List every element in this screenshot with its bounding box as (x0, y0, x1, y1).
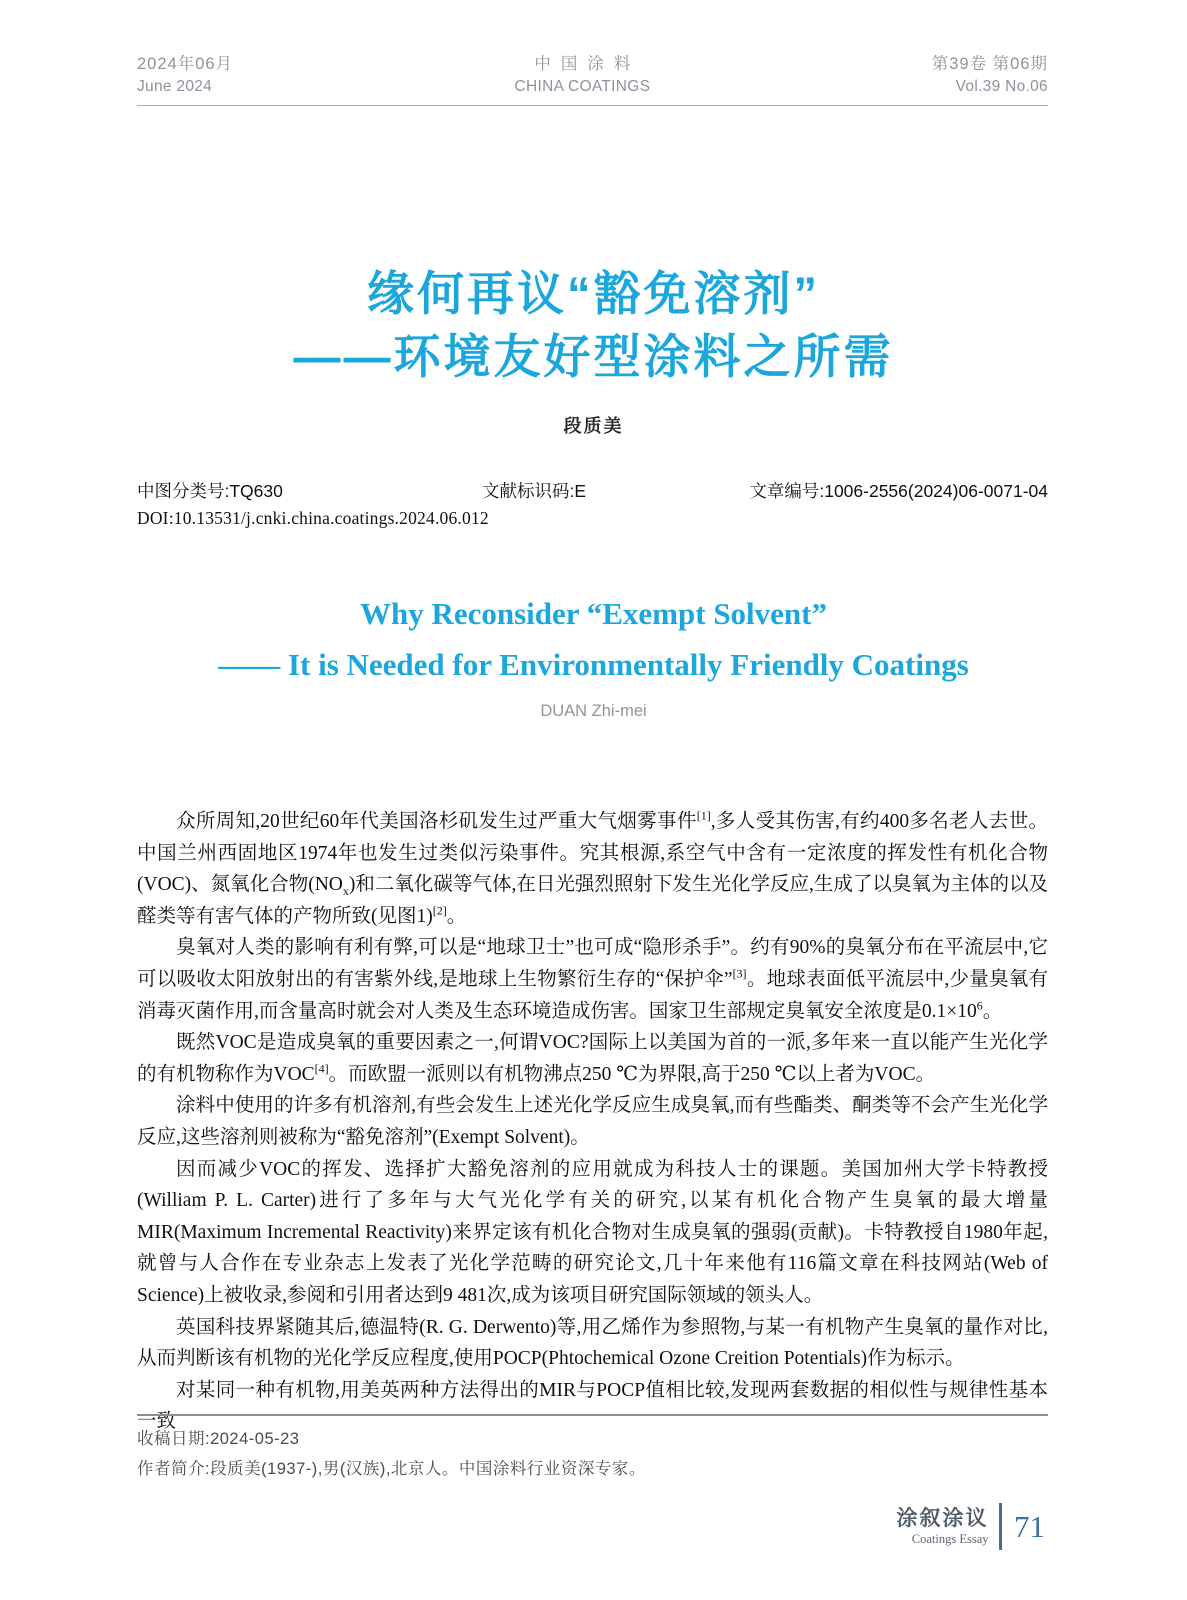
article-id: 文章编号:1006-2556(2024)06-0071-04 (749, 481, 1048, 501)
header-volume-zh: 第39卷 第06期 (931, 55, 1048, 73)
article-title-zh-line2: ——环境友好型涂料之所需 (293, 330, 894, 383)
header-date-zh: 2024年06月 (137, 55, 234, 73)
header-date (137, 52, 233, 98)
footnote-divider (137, 1414, 1048, 1416)
page-number: 71 (1014, 1508, 1045, 1544)
received-date: 收稿日期:2024-05-23 (137, 1430, 300, 1448)
article-body (137, 806, 1048, 1438)
section-label (897, 1507, 999, 1547)
page-footer (897, 1503, 1046, 1550)
author-bio: 作者简介:段质美(1937-),男(汉族),北京人。中国涂料行业资深专家。 (137, 1460, 646, 1478)
article-title-zh (0, 262, 1187, 388)
document-code: 文献标识码:E (482, 481, 587, 501)
paragraph: 对某同一种有机物,用美英两种方法得出的MIR与POCP值相比较,发现两套数据的相似性与规律性基本一致 (137, 1379, 1048, 1433)
clc-number: 中图分类号:TQ630 (137, 481, 283, 501)
article-title-en-line2: —— It is Needed for Environmentally Friendly Coatings (218, 647, 969, 682)
article-title-zh-line1: 缘何再议“豁免溶剂” (367, 267, 820, 320)
paragraph: 既然VOC是造成臭氧的重要因素之一,何谓VOC?国际上以美国为首的一派,多年来一直以能产生光化学的有机物称作为VOC[4]。而欧盟一派则以有机物沸点250 ℃为界限,高于250 ℃以上者为VOC。 (137, 1032, 1048, 1085)
author-name-en: DUAN Zhi-mei (540, 702, 647, 720)
article-title-en (0, 588, 1187, 690)
section-label-zh: 涂叙涂议 (896, 1506, 989, 1530)
article-title-en-line1: Why Reconsider “Exempt Solvent” (359, 596, 827, 631)
paragraph: 众所周知,20世纪60年代美国洛杉矶发生过严重大气烟雾事件[1],多人受其伤害,有约400多名老人去世。中国兰州西固地区1974年也发生过类似污染事件。究其根源,系空气中含有一定浓度的挥发性有机化合物(VOC)、氮氧化合物$(NO_x)$和二氧化碳等气体,在日光强烈照射下发生光化学反应,生成了以臭氧为主体的以及醛类等有害气体的产物所致(见图1)[2]。 (137, 808, 1048, 927)
journal-header (137, 52, 1048, 106)
paragraph: 英国科技界紧随其后,德温特(R. G. Derwento)等,用乙烯作为参照物,与某一有机物产生臭氧的量作对比,从而判断该有机物的光化学反应程度,使用POCP(Phtochemical Ozone Creition Potentials)作为标示。 (137, 1316, 1048, 1370)
journal-name-zh: 中国涂料 (534, 55, 641, 73)
paragraph: 涂料中使用的许多有机溶剂,有些会发生上述光化学反应生成臭氧,而有些酯类、酮类等不会产生光化学反应,这些溶剂则被称为“豁免溶剂”(Exempt Solvent)。 (137, 1095, 1048, 1148)
footnote (137, 1424, 1048, 1484)
paragraph: 因而减少VOC的挥发、选择扩大豁免溶剂的应用就成为科技人士的课题。美国加州大学卡特教授(William P. L. Carter)进行了多年与大气光化学有关的研究,以某有机化合物产生臭氧的最大增量MIR(Maximum Incremental Reactivity)来界定该有机化合物对生成臭氧的强弱(贡献)。卡特教授自1980年起,就曾与人合作在专业杂志上发表了光化学范畴的研究论文,几十年来他有116篇文章在科技网站(Web of Science)上被收录,参阅和引用者达到9 481次,成为该项目研究国际领域的领头人。 (137, 1158, 1048, 1306)
header-journal-name (515, 52, 651, 98)
paragraph: 臭氧对人类的影响有利有弊,可以是“地球卫士”也可成“隐形杀手”。约有90%的臭氧分布在平流层中,它可以吸收太阳放射出的有害紫外线,是地球上生物繁衍生存的“保护伞”[3]。地球表面低平流层中,少量臭氧有消毒灭菌作用,而含量高时就会对人类及生态环境造成伤害。国家卫生部规定臭氧安全浓度是$0.1\times 10^6$。 (137, 937, 1048, 1022)
header-volume-en: Vol.39 No.06 (955, 78, 1048, 95)
header-volume (932, 52, 1048, 98)
section-label-en: Coatings Essay (911, 1531, 989, 1546)
doi: DOI:10.13531/j.cnki.china.coatings.2024.06.012 (137, 508, 489, 528)
author-name-zh: 段质美 (563, 416, 624, 436)
article-meta-row (137, 478, 1048, 503)
journal-name-en: CHINA COATINGS (514, 78, 651, 95)
header-date-en: June 2024 (137, 78, 213, 95)
